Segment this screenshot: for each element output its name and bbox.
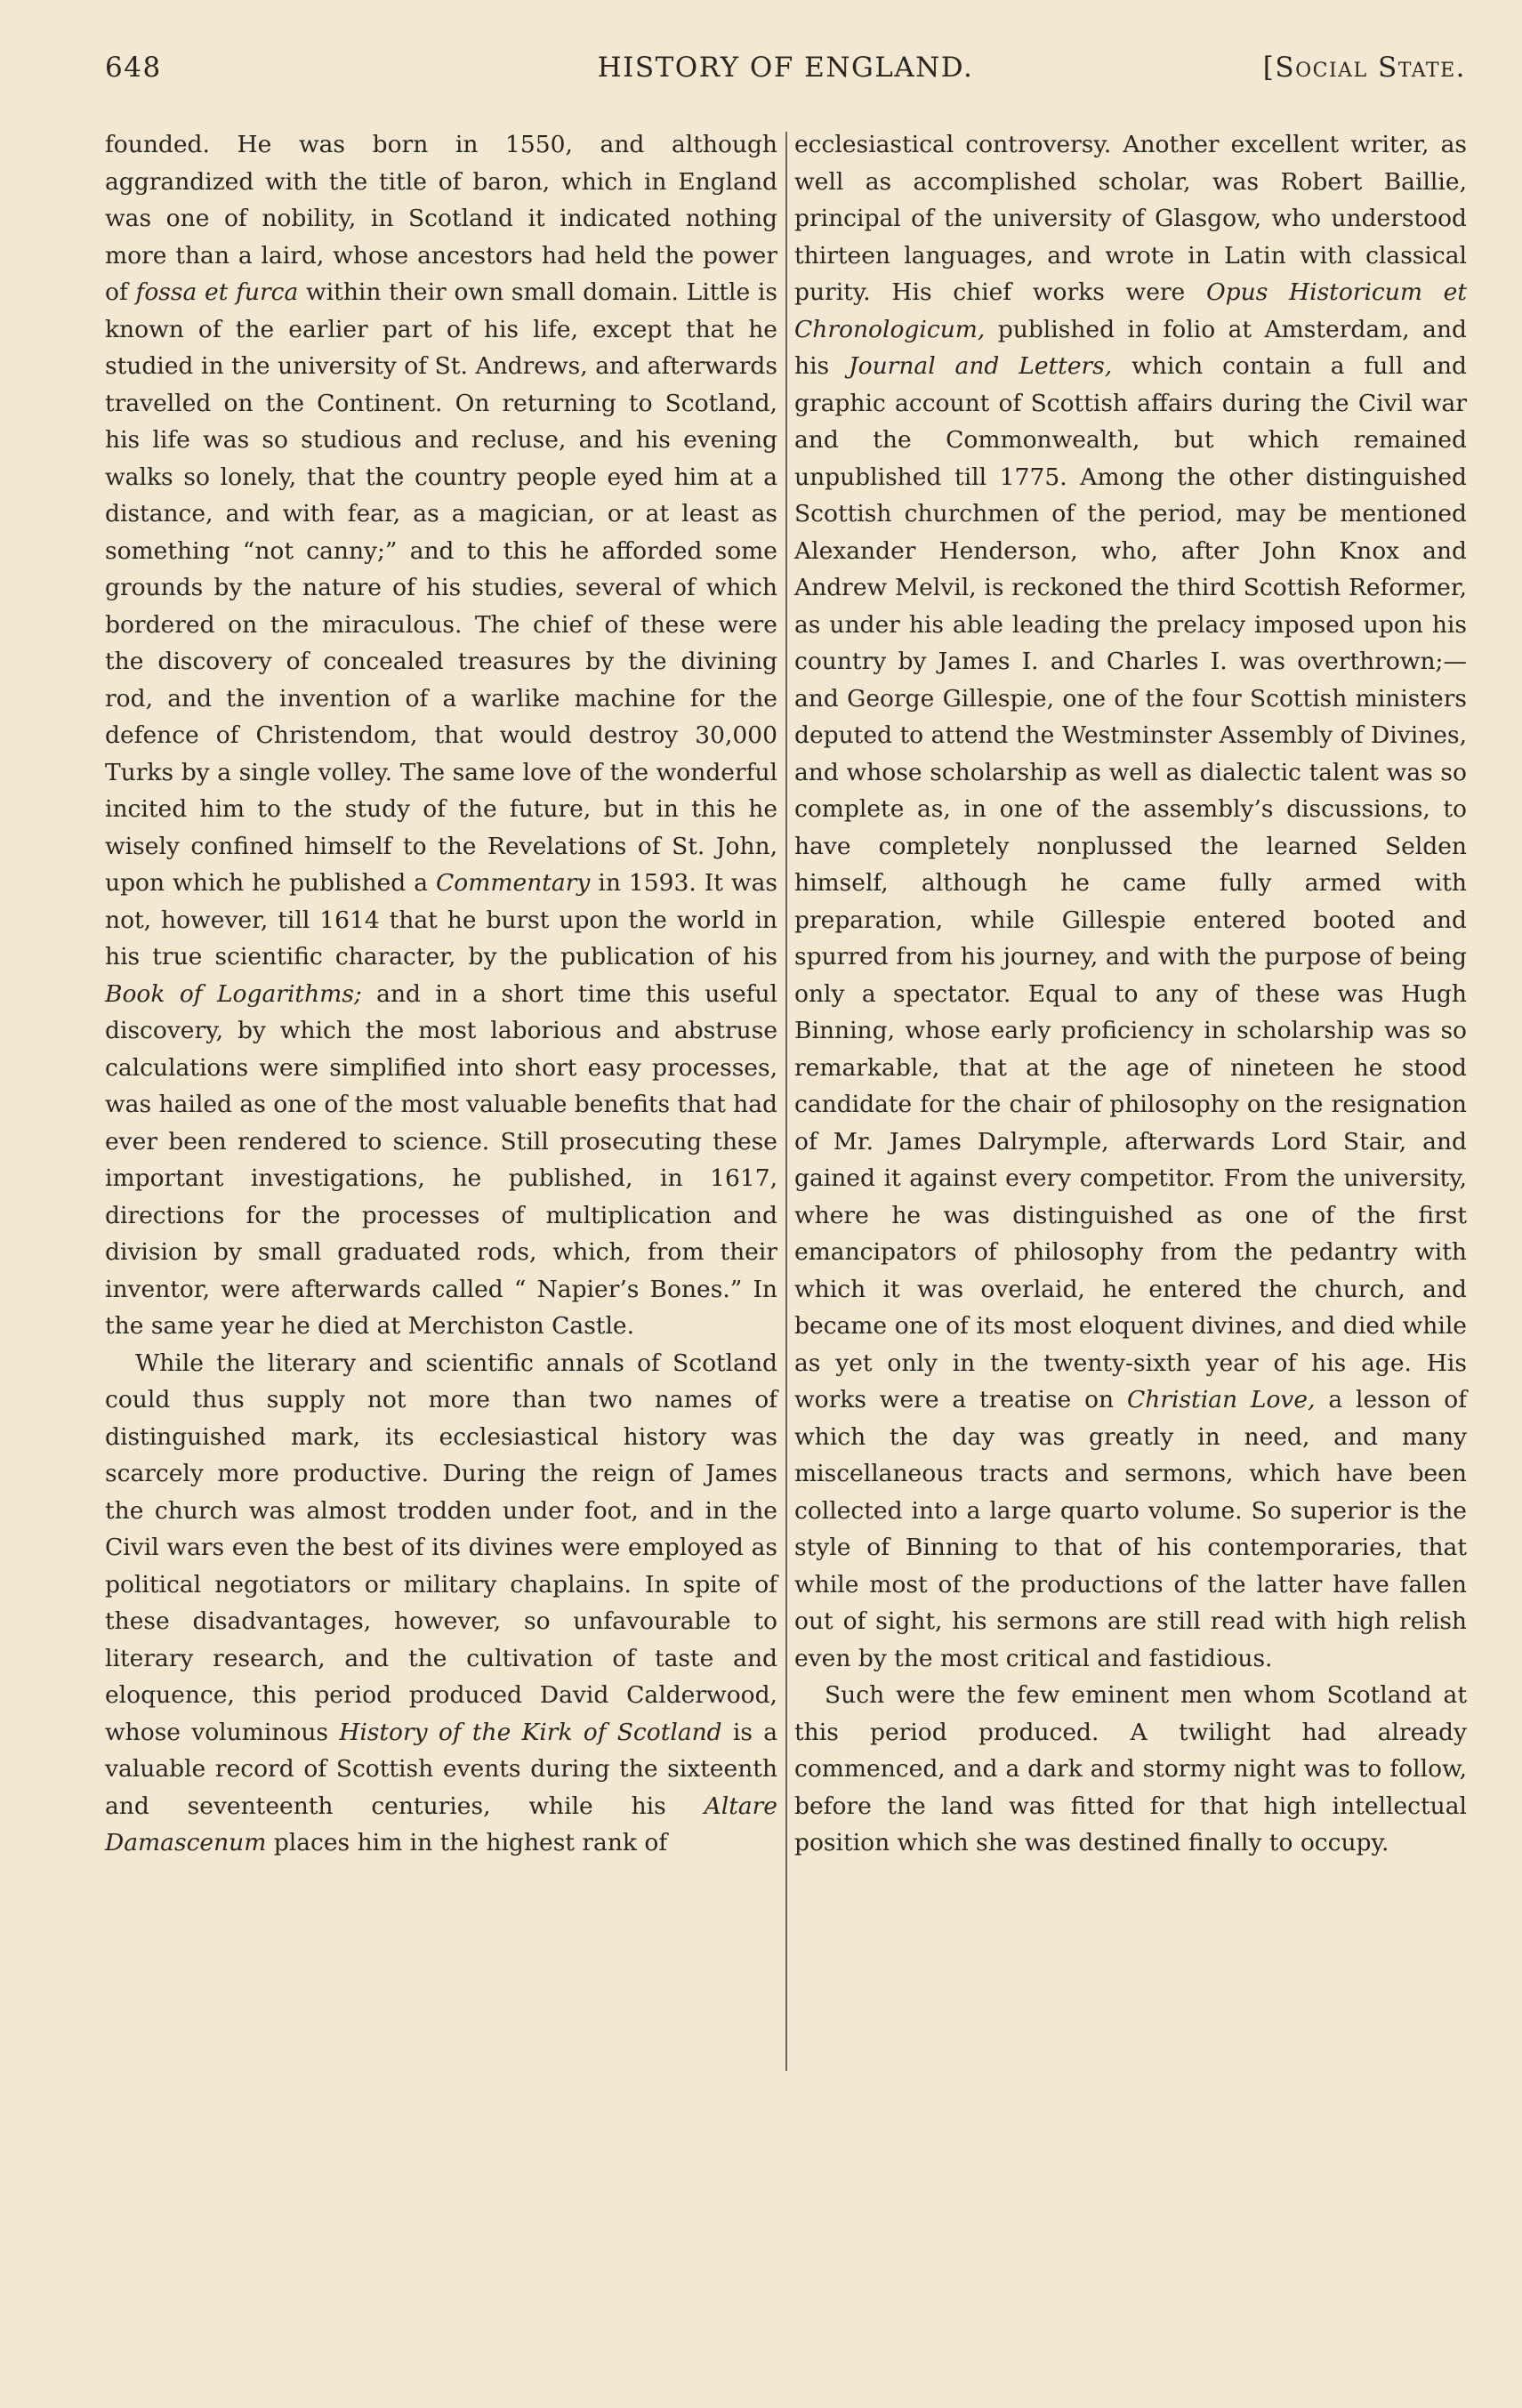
page-number: 648 bbox=[105, 52, 162, 84]
left-column bbox=[105, 126, 777, 1862]
paragraph-napier bbox=[105, 126, 777, 1345]
text-run: While the literary and scientific annals of Scotland could thus supply not more than two names of distinguished mark, its ecclesiastical history was scarcely more productive. During the reign of James the church was almost trodden under foot, and in the Civil wars even the best of its divines were employed as political negotiators or military chaplains. In spite of these disadvantages, however, so unfavourable to literary research, and the cultivation of taste and eloquence, this period produced David Calderwood, whose voluminous bbox=[105, 1349, 777, 1746]
italic-run: Christian Love, bbox=[1126, 1386, 1316, 1413]
section-label: [Social State. bbox=[1262, 52, 1466, 84]
text-run: and in a short time this useful discovery, by which the most laborious and abstruse calculations were simplified into short easy processes, was hailed as one of the most valuable benefits that had ever been rendered to science. Still prosecuting these important investigations, he published, in 1617, directions for the processes of multiplication and division by small graduated rods, which, from their inventor, were afterwards called “ Napier’s Bones.” In the same year he died at Merchiston Castle. bbox=[105, 979, 777, 1340]
italic-run: fossa et furca bbox=[135, 278, 299, 306]
text-run: founded. He was born in 1550, and although aggrandized with the title of baron, which in England was one of nobility, in Scotland it indicated nothing more than a laird, whose ancestors had held the power of bbox=[105, 131, 777, 306]
italic-run: Commentary bbox=[436, 869, 591, 897]
italic-run: Altare Damascenum bbox=[105, 1792, 777, 1856]
text-run: which contain a full and graphic account of Scottish affairs during the Civil war and the Commonwealth, but which remained unpublished till 1775. Among the other distinguished Scottish churchmen of the period, may be mentioned Alexander Henderson, who, after John Knox and Andrew Melvil, is reckoned the third Scottish Reformer, as under his able leading the prelacy imposed upon his country by James I. and Charles I. was overthrown;—and George Gillespie, one of the four Scottish ministers deputed to attend the Westminster Assembly of Divines, and whose scholarship as well as dialectic talent was so complete as, in one of the assembly’s discussions, to have completely nonplussed the learned Selden himself, although he came fully armed with preparation, while Gillespie entered booted and spurred from his journey, and with the purpose of being only a spectator. Equal to any of these was Hugh Binning, whose early proficiency in scholarship was so remarkable, that at the age of nineteen he stood candidate for the chair of philosophy on the resignation of Mr. James Dalrymple, afterwards Lord Stair, and gained it against every competitor. From the university, where he was distinguished as one of the first emancipators of philosophy from the pedantry with which it was overlaid, he entered the church, and became one of its most eloquent divines, and died while as yet only in the twenty-sixth year of his age. His works were a treatise on bbox=[794, 352, 1467, 1413]
text-run: in 1593. It was not, however, till 1614 that he burst upon the world in his true scientific character, by the publication of his bbox=[105, 869, 777, 970]
text-run: Such were the few eminent men whom Scotland at this period produced. A twilight had already commenced, and a dark and stormy night was to follow, before the land was fitted for that high intellectual position which she was destined finally to occupy. bbox=[794, 1681, 1467, 1856]
text-run: a lesson of which the day was greatly in need, and many miscellaneous tracts and sermons, which have been collected into a large quarto volume. So superior is the style of Binning to that of his contemporaries, that while most of the productions of the latter have fallen out of sight, his sermons are still read with high relish even by the most critical and fastidious. bbox=[794, 1386, 1467, 1672]
column-divider bbox=[785, 132, 787, 2071]
text-run: is a valuable record of Scottish events during the sixteenth and seventeenth centuries, while his bbox=[105, 1718, 777, 1820]
text-run: published in folio at Amsterdam, and his bbox=[794, 315, 1467, 380]
italic-run: History of the Kirk of Scotland bbox=[339, 1718, 722, 1746]
text-run: ecclesiastical controversy. Another excellent writer, as well as accomplished scholar, was Robert Baillie, principal of the university of Glasgow, who understood thirteen languages, and wrote in Latin with classical purity. His chief works were bbox=[794, 131, 1467, 306]
running-head bbox=[105, 52, 1466, 96]
italic-run: Book of Logarithms; bbox=[105, 979, 362, 1008]
text-run: places him in the highest rank of bbox=[266, 1829, 668, 1856]
text-run: within their own small domain. Little is known of the earlier part of his life, except that he studied in the university of St. Andrews, and afterwards travelled on the Continent. On returning to Scotland, his life was so studious and recluse, and his evening walks so lonely, that the country people eyed him at a distance, and with fear, as a magician, or at least as something “not canny;” and to this he afforded some grounds by the nature of his studies, several of which bordered on the miraculous. The chief of these were the discovery of concealed treasures by the divining rod, and the invention of a warlike machine for the defence of Christendom, that would destroy 30,000 Turks by a single volley. The same love of the wonderful incited him to the study of the future, but in this he wisely confined himself to the Revelations of St. John, upon which he published a bbox=[105, 278, 778, 897]
italic-run: Journal and Letters, bbox=[849, 352, 1113, 380]
paragraph-divines bbox=[794, 126, 1467, 1677]
page-title: HISTORY OF ENGLAND. bbox=[597, 52, 974, 84]
paragraph-conclusion bbox=[794, 1677, 1467, 1862]
paragraph-ecclesiastical bbox=[105, 1345, 777, 1862]
right-column bbox=[794, 126, 1467, 1862]
italic-run: Opus Historicum et Chronologicum, bbox=[794, 278, 1467, 343]
